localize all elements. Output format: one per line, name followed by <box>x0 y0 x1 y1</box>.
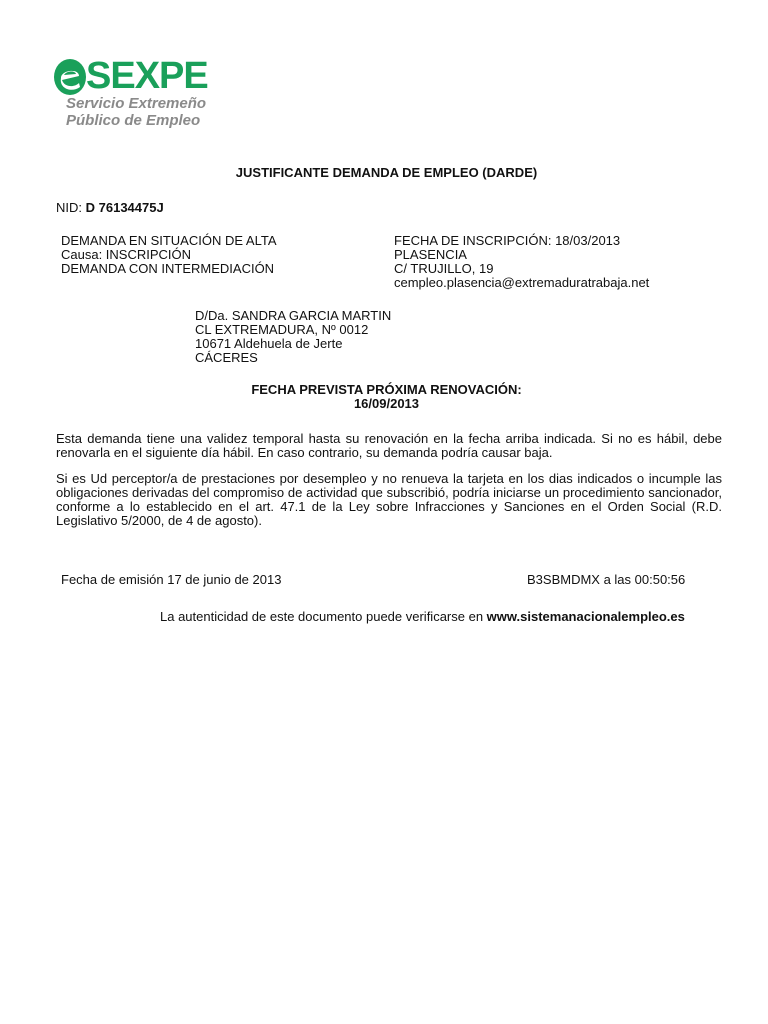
logo-subtitle-line1: Servicio Extremeño <box>66 95 207 112</box>
registration-date: FECHA DE INSCRIPCIÓN: 18/03/2013 <box>394 233 621 248</box>
nid-value: D 76134475J <box>85 200 164 215</box>
office-info-block <box>394 234 724 290</box>
recipient-address <box>195 309 555 365</box>
office-city: PLASENCIA <box>394 247 467 262</box>
verification-link[interactable]: www.sistemanacionalempleo.es <box>486 609 685 624</box>
nid-line <box>56 201 164 215</box>
verification-text: La autenticidad de este documento puede verificarse en <box>160 609 487 624</box>
demand-status: DEMANDA EN SITUACIÓN DE ALTA <box>61 233 277 248</box>
nid-label: NID: <box>56 200 82 215</box>
demand-intermediation: DEMANDA CON INTERMEDIACIÓN <box>61 261 275 276</box>
emission-date: Fecha de emisión 17 de junio de 2013 <box>61 572 282 587</box>
document-title: JUSTIFICANTE DEMANDA DE EMPLEO (DARDE) <box>235 165 538 180</box>
recipient-name: D/Da. SANDRA GARCIA MARTIN <box>195 308 392 323</box>
renewal-date: 16/09/2013 <box>353 396 420 411</box>
document-code-time: B3SBMDMX a las 00:50:56 <box>527 572 686 587</box>
demand-status-block <box>61 234 381 276</box>
sexpe-logo <box>52 54 212 134</box>
renewal-label: FECHA PREVISTA PRÓXIMA RENOVACIÓN: <box>251 382 522 397</box>
validity-paragraph: Esta demanda tiene una validez temporal hasta su renovación en la fecha arriba indicada. Si no es hábil, debe renovarla en el siguiente día hábil. En caso contrario, su demanda podría causar baja. <box>56 431 722 460</box>
office-email: cempleo.plasencia@extremaduratrabaja.net <box>394 275 650 290</box>
verification-line <box>160 610 685 624</box>
recipient-postal-town: 10671 Aldehuela de Jerte <box>195 336 343 351</box>
demand-cause: Causa: INSCRIPCIÓN <box>61 247 192 262</box>
logo-subtitle-line2: Público de Empleo <box>66 112 201 129</box>
logo-wordmark: SEXPE <box>86 55 208 97</box>
recipient-street: CL EXTREMADURA, Nº 0012 <box>195 322 369 337</box>
office-street: C/ TRUJILLO, 19 <box>394 261 494 276</box>
sanction-paragraph: Si es Ud perceptor/a de prestaciones por desempleo y no renueva la tarjeta en los dias indicados o incumple las obligaciones derivadas del compromiso de actividad que subscribió, podría iniciarse un procedimiento sancionador, conforme a lo establecido en el art. 47.1 de la Ley sobre Infracciones y Sanciones en el Orden Social (R.D. Legislativo 5/2000, de 4 de agosto). <box>56 471 722 528</box>
recipient-province: CÁCERES <box>195 350 258 365</box>
sexpe-e-leaf-icon <box>52 56 88 98</box>
